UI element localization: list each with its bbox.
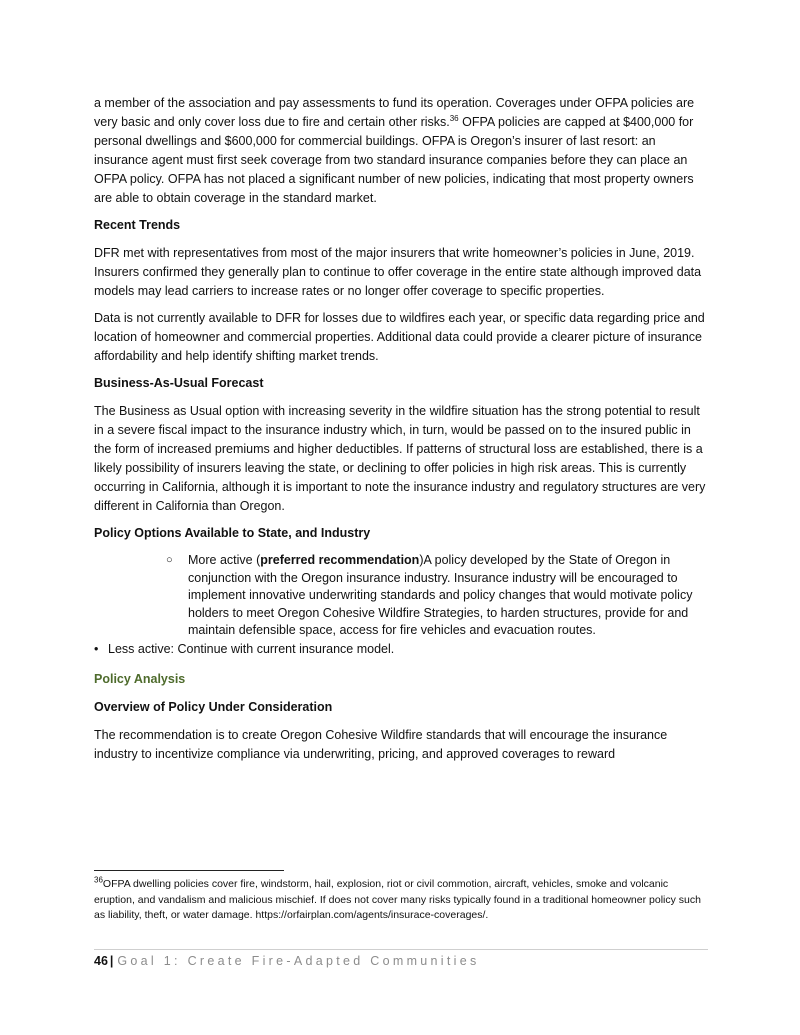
overview-heading: Overview of Policy Under Consideration: [94, 699, 333, 714]
policy-analysis-heading: Policy Analysis: [94, 671, 186, 686]
option-more-active: ○ More active (preferred recommendation)A policy developed by the State of Oregon in conjunction with the Oregon insurance industry. Insurance industry will be encouraged to implement innovative underwriting standards and policy changes that would motivate policy holders to meet Oregon Cohesive Wildfire Strategies, to harden structures, provide for and maintain defensible space, access for fire vehicles and evacuation routes.: [166, 553, 693, 637]
bau-forecast-paragraph: The Business as Usual option with increasing severity in the wildfire situation has the strong potential to result in a severe fiscal impact to the insurance industry which, in turn, would be passed on to the insured public in the form of increased premiums and higher deductibles. If patterns of structural loss are established, there is a likely possibility of insurers leaving the state, or declining to offer policies in high risk areas. This is currently occurring in California, although it is important to note the insurance industry and regulatory structures are very different in California than Oregon.: [94, 404, 706, 513]
footnote: [94, 877, 706, 924]
footer-title: Goal 1: Create Fire-Adapted Communities: [117, 954, 480, 968]
recent-trends-paragraph-2: Data is not currently available to DFR for losses due to wildfires each year, or specific data regarding price and location of homeowner and commercial properties. Additional data could provide a clearer picture of insurance affordability and help identify shifting market trends.: [94, 311, 705, 363]
overview-paragraph: The recommendation is to create Oregon Cohesive Wildfire standards that will encourage the insurance industry to incentivize compliance via underwriting, pricing, and approved coverages to reward: [94, 727, 668, 761]
page-footer: [94, 949, 708, 968]
document-body: [94, 94, 706, 772]
footnote-reference[interactable]: 36: [449, 113, 459, 123]
intro-paragraph: a member of the association and pay assessments to fund its operation. Coverages under OFPA policies are very basic and only cover loss due to fire and certain other risks.$^{36}$ OFPA policies are capped at $400,000 for personal dwellings and $600,000 for commercial buildings. OFPA is Oregon’s insurer of last resort: an insurance agent must first seek coverage from two standard insurance companies before they can place an OFPA policy. OFPA has not placed a significant number of new policies, indicating that most property owners are able to obtain coverage in the standard market.: [94, 96, 695, 205]
bullet-icon: •: [94, 641, 99, 656]
footnote-text: OFPA dwelling policies cover fire, windstorm, hail, explosion, riot or civil commotion, aircraft, vehicles, smoke and volcanic eruption, and vandalism and malicious mischief. If does not cover many risks typically found in a traditional homeowner policy such as liability, theft, or water damage. https://orfairplan.com/agents/insurace-coverages/.: [94, 878, 701, 921]
bau-forecast-heading: Business-As-Usual Forecast: [94, 376, 264, 390]
footnote-number: 36: [94, 875, 103, 885]
page-number: 46: [94, 954, 108, 968]
option-less-active: • Less active: Continue with current insurance model.: [94, 640, 706, 659]
recent-trends-heading: Recent Trends: [94, 218, 181, 232]
recent-trends-paragraph-1: DFR met with representatives from most of the major insurers that write homeowner’s policies in June, 2019. Insurers confirmed they generally plan to continue to offer coverage in the entire state although improved data models may lead carriers to increase rates or no longer offer coverage to specific properties.: [94, 246, 702, 298]
footer-separator: |: [109, 954, 114, 968]
footnote-divider: [94, 870, 284, 871]
policy-options-heading: Policy Options Available to State, and Industry: [94, 526, 371, 540]
circle-bullet-icon: ○: [166, 554, 173, 566]
